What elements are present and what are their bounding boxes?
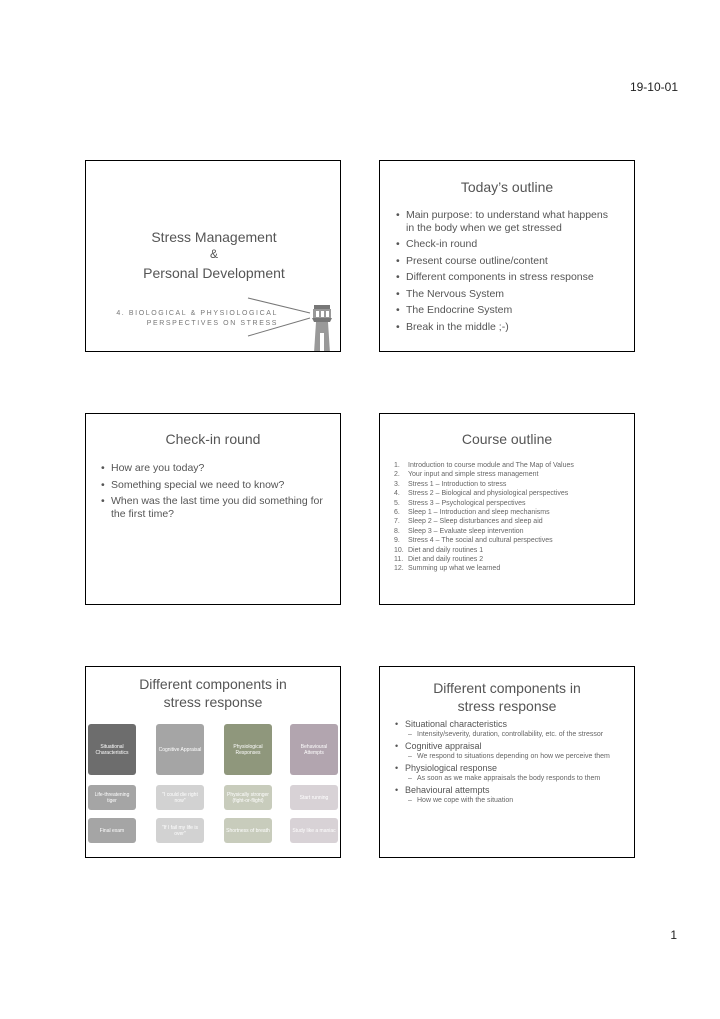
- list-item: 2. Your input and simple stress management: [394, 471, 539, 479]
- list-item: 8. Sleep 3 – Evaluate sleep intervention: [394, 527, 524, 535]
- course-list: [394, 461, 630, 574]
- slide-heading: Check-in round: [165, 431, 261, 447]
- list-subitem: – As soon as we make appraisals the body responds to them: [405, 775, 627, 783]
- header-situational: Situational Characteristics: [88, 724, 136, 775]
- components-list: [395, 719, 627, 807]
- cell-r2-physiological: Shortness of breath: [224, 818, 272, 843]
- list-item: 5. Stress 3 – Psychological perspectives: [394, 499, 526, 507]
- header-behavioural: Behavioural Attempts: [290, 724, 338, 775]
- check-in-list: [101, 462, 329, 520]
- slide-components-list: [379, 666, 635, 858]
- page-number: 1: [670, 928, 677, 942]
- slide-components-diagram: [85, 666, 341, 858]
- list-item: • Behavioural attempts – How we cope with the situation: [395, 785, 627, 805]
- list-item: 9. Stress 4 – The social and cultural perspectives: [394, 537, 553, 545]
- list-item: • Cognitive appraisal – We respond to situations depending on how we perceive them: [395, 741, 627, 761]
- list-item: 1. Introduction to course module and The Map of Values: [394, 462, 574, 469]
- slide-title: [85, 160, 341, 352]
- slide-title-line3: Personal Development: [143, 265, 285, 281]
- header-physiological: Physiological Responses: [224, 724, 272, 775]
- slide-heading: Course outline: [461, 431, 553, 447]
- header-cognitive: Cognitive Appraisal: [156, 724, 204, 775]
- list-item: 7. Sleep 2 – Sleep disturbances and sleep aid: [394, 518, 543, 526]
- list-item: 6. Sleep 1 – Introduction and sleep mechanisms: [394, 509, 550, 517]
- list-item: • Break in the middle ;-): [396, 321, 618, 334]
- list-subitem: – We respond to situations depending on how we perceive them: [405, 753, 627, 761]
- slide-subtitle-line1: 4. BIOLOGICAL & PHYSIOLOGICAL: [116, 310, 278, 317]
- list-item: 3. Stress 1 – Introduction to stress: [394, 480, 507, 488]
- outline-list: [396, 209, 618, 333]
- list-item: 4. Stress 2 – Biological and physiological perspectives: [394, 490, 569, 498]
- list-item: 12. Summing up what we learned: [394, 565, 501, 573]
- list-item: 11. Diet and daily routines 2: [394, 556, 484, 564]
- list-item: • The Endocrine System: [396, 304, 618, 317]
- cell-r2-situational: Final exam: [88, 818, 136, 843]
- cell-r1-situational: Life-threatening tiger: [88, 785, 136, 810]
- list-item: 10. Diet and daily routines 1: [394, 546, 484, 554]
- list-item: • Situational characteristics – Intensity/severity, duration, controllability, etc. of the stressor: [395, 719, 627, 739]
- list-subitem: – Intensity/severity, duration, controllability, etc. of the stressor: [405, 731, 627, 739]
- cell-r2-cognitive: "If I fail my life is over": [156, 818, 204, 843]
- list-item: • Check-in round: [396, 238, 618, 251]
- cell-r1-cognitive: "I could die right now": [156, 785, 204, 810]
- slide-course-outline: [379, 413, 635, 605]
- list-item: • The Nervous System: [396, 288, 618, 301]
- slide-heading: Today’s outline: [460, 179, 554, 195]
- slide-heading: Different components in stress response: [139, 676, 287, 710]
- slide-check-in: [85, 413, 341, 605]
- list-subitem: – How we cope with the situation: [405, 797, 627, 805]
- list-item: • Something special we need to know?: [101, 479, 329, 492]
- list-item: • Physiological response – As soon as we make appraisals the body responds to them: [395, 763, 627, 783]
- slide-title-line1: Stress Management: [151, 229, 277, 245]
- list-item: • Main purpose: to understand what happens in the body when we get stressed: [396, 209, 618, 234]
- list-item: • Present course outline/content: [396, 255, 618, 268]
- cell-r2-behavioural: Study like a maniac: [290, 818, 338, 843]
- list-item: • How are you today?: [101, 462, 329, 475]
- lighthouse-icon: [246, 291, 341, 352]
- cell-r1-behavioural: Start running: [290, 785, 338, 810]
- slide-title-ampersand: &: [209, 247, 218, 261]
- slide-subtitle-line2: PERSPECTIVES ON STRESS: [146, 320, 278, 327]
- slide-heading: Different components in stress response: [433, 680, 581, 714]
- cell-r1-physiological: Physically stronger (fight-or-flight): [224, 785, 272, 810]
- page-date: 19-10-01: [629, 80, 678, 94]
- slide-todays-outline: [379, 160, 635, 352]
- list-item: • Different components in stress response: [396, 271, 618, 284]
- list-item: • When was the last time you did something for the first time?: [101, 495, 329, 520]
